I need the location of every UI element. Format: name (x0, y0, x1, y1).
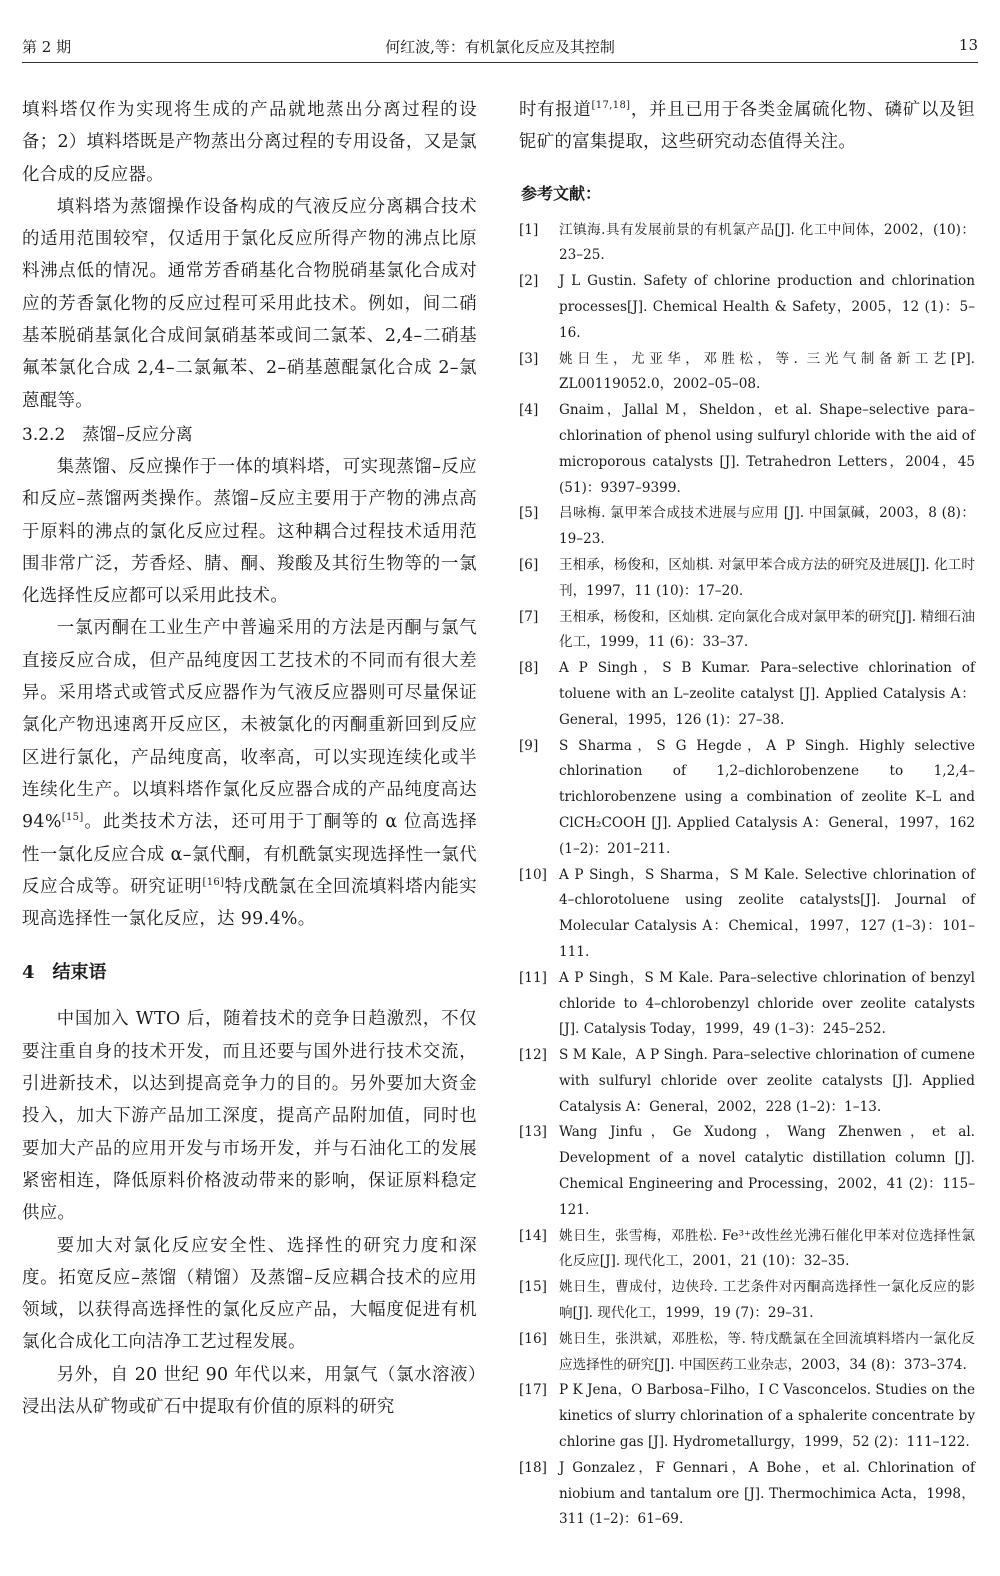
reference-text: S Sharma，S G Hegde，A P Singh. Highly selective chlorination of 1,2–dichlorobenzene to 1,2,4–trichlorobenzene using a combination of zeolite K–L and ClCH₂COOH [J]. Applied Catalysis A：General，1997，162 (1–2)：201–211. (559, 737, 975, 857)
reference-item (519, 1378, 975, 1455)
paragraph-text: 。此类技术方法，还可用于丁酮等的 α 位高选择性一氯化反应合成 α–氯代酮，有机酰氯实现选择性一氯代反应合成等。研究证明 (22, 812, 477, 897)
reference-item (519, 1456, 975, 1533)
reference-item (519, 1275, 975, 1327)
paragraph: 另外，自 20 世纪 90 年代以来，用氯气（氯水溶液）浸出法从矿物或矿石中提取有价值的原料的研究 (22, 1364, 477, 1417)
paragraph-text: 时有报道 (519, 100, 592, 120)
reference-list (519, 218, 975, 1534)
reference-text: 姚日生，尤亚华，邓胜松，等. 三光气制备新工艺[P]. ZL00119052.0，2002–05–08. (559, 350, 975, 393)
paragraph: 集蒸馏、反应操作于一体的填料塔，可实现蒸馏–反应和反应–蒸馏两类操作。蒸馏–反应主要用于产物的沸点高于原料的沸点的氯化反应过程。这种耦合过程技术适用范围非常广泛，芳香烃、腈、酮、羧酸及其衍生物等的一氯化选择性反应都可以采用此技术。 (22, 456, 477, 607)
citation-superscript: [15] (61, 812, 84, 824)
reference-number: [18] (519, 1459, 547, 1476)
paragraph: 填料塔仅作为实现将生成的产品就地蒸出分离过程的设备；2）填料塔既是产物蒸出分离过程的专用设备，又是氯化合成的反应器。 (22, 100, 477, 185)
paragraph-text: 一氯丙酮在工业生产中普遍采用的方法是丙酮与氯气直接反应合成，但产品纯度因工艺技术的不同而有很大差异。采用塔式或管式反应器作为气液反应器则可尽量保证氯化产物迅速离开反应区，未被氯化的丙酮重新回到反应区进行氯化，产品纯度高，收率高，可以实现连续化或半连续化生产。以填料塔作氯化反应器合成的产品纯度高达 94% (22, 618, 477, 833)
reference-text: A P Singh，S Sharma，S M Kale. Selective chlorination of 4–chlorotoluene using zeolite catalysts[J]. Journal of Molecular Catalysis A：Chemical，1997，127 (1–3)：101–111. (559, 866, 975, 960)
reference-text: 王相承，杨俊和，区灿棋. 对氯甲苯合成方法的研究及进展[J]. 化工时刊，1997，11 (10)：17–20. (559, 556, 975, 599)
reference-item (519, 398, 975, 501)
paragraph-text: ，并且已用于各类金属硫化物、磷矿以及钽铌矿的富集提取，这些研究动态值得关注。 (519, 100, 975, 153)
reference-text: 王相承，杨俊和，区灿棋. 定向氯化合成对氯甲苯的研究[J]. 精细石油化工，1999，11 (6)：33–37. (559, 608, 975, 651)
reference-number: [1] (519, 221, 539, 238)
reference-item (519, 966, 975, 1043)
reference-number: [3] (519, 350, 539, 367)
reference-item (519, 347, 975, 399)
reference-text: 吕咏梅. 氯甲苯合成技术进展与应用 [J]. 中国氯碱，2003，8 (8)：19–23. (559, 505, 975, 548)
reference-number: [7] (519, 608, 539, 625)
reference-item (519, 1120, 975, 1223)
reference-number: [17] (519, 1382, 547, 1399)
reference-item (519, 501, 975, 553)
reference-text: S M Kale，A P Singh. Para–selective chlorination of cumene with sulfuryl chloride over zeolite catalysts [J]. Applied Catalysis A：General，2002，228 (1–2)：1–13. (559, 1047, 975, 1115)
reference-item (519, 553, 975, 605)
reference-item (519, 605, 975, 657)
paragraph (519, 94, 975, 159)
paragraph: 要加大对氯化反应安全性、选择性的研究力度和深度。拓宽反应–蒸馏（精馏）及蒸馏–反应耦合技术的应用领域，以获得高选择性的氯化反应产品，大幅度促进有机氯化合成化工向洁净工艺过程发展。 (22, 1235, 477, 1353)
reference-text: 姚日生，曹成付，边侠玲. 工艺条件对丙酮高选择性一氯化反应的影响[J]. 现代化工，1999，19 (7)：29–31. (559, 1279, 975, 1322)
subsection-heading: 3.2.2 蒸馏–反应分离 (22, 424, 193, 445)
reference-item (519, 734, 975, 863)
reference-number: [5] (519, 505, 539, 522)
references-heading: 参考文献： (521, 183, 602, 203)
issue-number: 第 2 期 (22, 38, 72, 56)
reference-text: J L Gustin. Safety of chlorine production and chlorination processes[J]. Chemical Health & Safety，2005，12 (1)：5–16. (559, 273, 975, 341)
citation-superscript: [17,18] (591, 100, 631, 112)
reference-item (519, 269, 975, 346)
reference-item (519, 863, 975, 966)
reference-number: [15] (519, 1279, 547, 1296)
reference-number: [2] (519, 273, 539, 290)
reference-item (519, 1043, 975, 1120)
page-number: 13 (958, 36, 978, 54)
paragraph: 中国加入 WTO 后，随着技术的竞争日趋激烈，不仅要注重自身的技术开发，而且还要与国外进行技术交流，引进新技术，以达到提高竞争力的目的。另外要加大资金投入，加大下游产品加工深度，提高产品附加值，同时也要加大产品的应用开发与市场开发，并与石油化工的发展紧密相连，降低原料价格波动带来的影响，保证原料稳定供应。 (22, 1009, 477, 1224)
reference-text: Gnaim，Jallal M，Sheldon，et al. Shape–selective para–chlorination of phenol using sulfuryl chloride with the aid of microporous catalysts [J]. Tetrahedron Letters，2004，45 (51)：9397–9399. (559, 402, 975, 496)
section-heading: 4 结束语 (22, 962, 107, 984)
reference-text: 江镇海.具有发展前景的有机氯产品[J]. 化工中间体，2002，(10)：23–25. (559, 221, 975, 264)
reference-text: P K Jena，O Barbosa–Filho，I C Vasconcelos. Studies on the kinetics of slurry chlorination of a sphalerite concentrate by chlorine gas [J]. Hydrometallurgy，1999，52 (2)：111–122. (559, 1382, 975, 1451)
reference-number: [9] (519, 737, 539, 754)
reference-number: [14] (519, 1227, 547, 1244)
right-column (519, 94, 975, 1533)
reference-number: [16] (519, 1330, 547, 1347)
reference-number: [4] (519, 402, 539, 419)
reference-text: A P Singh，S B Kumar. Para–selective chlorination of toluene with an L–zeolite catalyst [J]. Applied Catalysis A：General，1995，126 (1)：27–38. (559, 660, 975, 728)
running-title: 何红波,等：有机氯化反应及其控制 (385, 38, 615, 56)
running-header (22, 32, 978, 63)
reference-text: Wang Jinfu，Ge Xudong，Wang Zhenwen，et al. Development of a novel catalytic distillation column [J]. Chemical Engineering and Processing，2002，41 (2)：115–121. (559, 1124, 975, 1218)
reference-item (519, 218, 975, 270)
reference-text: J Gonzalez，F Gennari，A Bohe，et al. Chlorination of niobium and tantalum ore [J]. Thermochimica Acta，1998，311 (1–2)：61–69. (559, 1459, 975, 1528)
reference-text: A P Singh，S M Kale. Para–selective chlorination of benzyl chloride to 4–chlorobenzyl chloride over zeolite catalysts [J]. Catalysis Today，1999，49 (1–3)：245–252. (559, 969, 975, 1038)
citation-superscript: [16] (202, 877, 225, 889)
paragraph-text: 特戊酰氯在全回流填料塔内能实现高选择性一氯化反应，达 99.4%。 (22, 876, 477, 930)
reference-number: [11] (519, 969, 547, 986)
reference-number: [12] (519, 1047, 547, 1064)
reference-item (519, 1224, 975, 1276)
reference-text: 姚日生，张雪梅，邓胜松. Fe³⁺改性丝光沸石催化甲苯对位选择性氯化反应[J]. 现代化工，2001，21 (10)：32–35. (559, 1227, 975, 1270)
reference-number: [6] (519, 556, 539, 573)
reference-number: [10] (519, 866, 547, 883)
paragraph: 填料塔为蒸馏操作设备构成的气液反应分离耦合技术的适用范围较窄，仅适用于氯化反应所得产物的沸点比原料沸点低的情况。通常芳香硝基化合物脱硝基氯化合成对应的芳香氯化物的反应过程可采用此技术。例如，间二硝基苯脱硝基氯化合成间氯硝基苯或间二氯苯、2,4–二硝基氟苯氯化合成 2,4–二氯氟苯、2–硝基蒽醌氯化合成 2–氯蒽醌等。 (22, 196, 477, 411)
paragraph (22, 612, 477, 935)
reference-number: [8] (519, 660, 539, 677)
left-column (22, 94, 477, 1423)
reference-text: 姚日生，张洪斌，邓胜松，等. 特戊酰氯在全回流填料塔内一氯化反应选择性的研究[J]. 中国医药工业杂志，2003，34 (8)：373–374. (559, 1330, 975, 1373)
reference-item (519, 656, 975, 733)
reference-number: [13] (519, 1124, 547, 1141)
reference-item (519, 1327, 975, 1379)
